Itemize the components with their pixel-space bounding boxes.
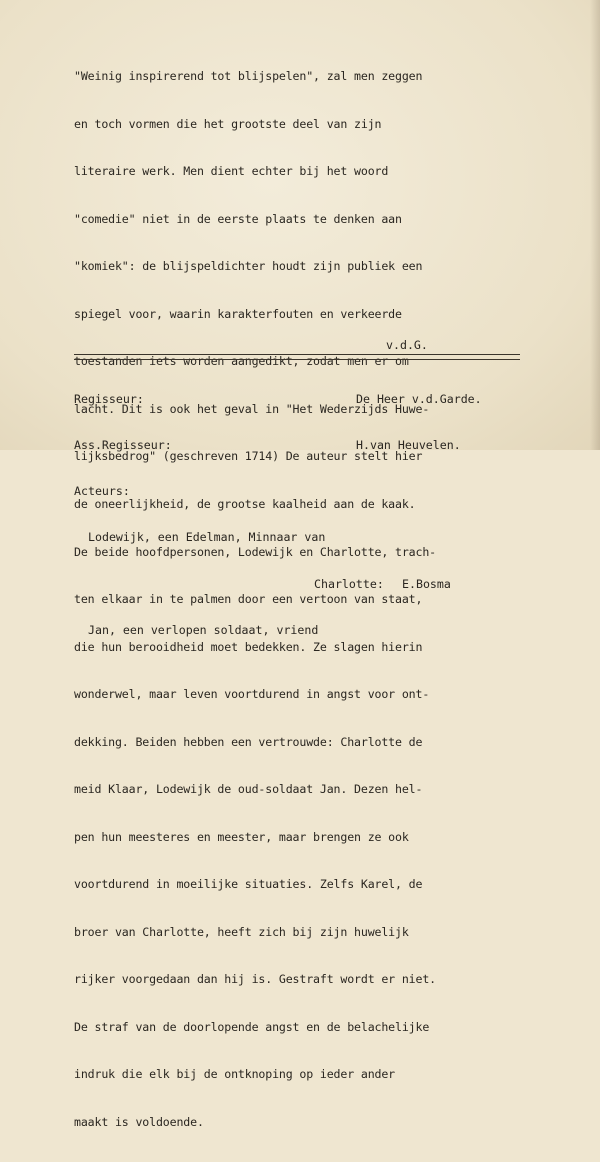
page-edge-shadow [590,0,600,450]
text-line: pen hun meesteres en meester, maar brengen ze ook [74,829,409,844]
actor1-role: Lodewijk, een Edelman, Minnaar van [88,530,326,545]
actor1-name: E.Bosma [402,576,451,591]
text-line: rijker voorgedaan dan hij is. Gestraft wordt er niet. [74,972,436,987]
assistant-name: H.van Heuvelen. [356,438,461,453]
actor-role-line [74,530,544,545]
actor1-role-cont: Charlotte: [314,576,384,591]
actor2-role: Jan, een verlopen soldaat, vriend [88,622,319,637]
actor-role-line [74,577,544,592]
credits-section [74,361,544,669]
divider-line [74,359,520,360]
text-line: literaire werk. Men dient echter bij het woord [74,164,389,179]
text-line [74,22,544,38]
text-line: spiegel voor, waarin karakterfouten en verkeerde [74,306,402,321]
text-line: broer van Charlotte, heeft zich bij zijn huwelijk [74,924,409,939]
text-line: indruk die elk bij de ontknoping op ieder ander [74,1067,396,1082]
text-line: lacht. Dit is ook het geval in "Het Wederzijds Huwe- [74,401,430,416]
text-line: ten elkaar in te palmen door een vertoon van staat, [74,592,423,607]
credit-row-assistant [74,438,544,453]
text-line: de oneerlijkheid, de grootse kaalheid aan de kaak. [74,497,416,511]
assistant-label: Ass.Regisseur: [74,438,172,453]
actors-label: Acteurs: [74,484,130,499]
text-line: toestanden iets worden aangedikt, zodat men er om [74,354,409,369]
text-line: en toch vormen die het grootste deel van zijn [74,116,382,131]
text-line: die hun berooidheid moet bedekken. Ze slagen hierin [74,639,423,654]
text-line: lijksbedrog" (geschreven 1714) De auteur stelt hier [74,449,423,464]
director-name: De Heer v.d.Garde. [356,391,482,406]
credit-row-director [74,392,544,407]
author-signature: v.d.G. [386,338,428,352]
text-line: dekking. Beiden hebben een vertrouwde: Charlotte de [74,734,423,749]
text-line: De beide hoofdpersonen, Lodewijk en Charlotte, trach- [74,544,436,559]
text-line: "comedie" niet in de eerste plaats te denken aan [74,211,402,226]
text-line: meid Klaar, Lodewijk de oud-soldaat Jan. Dezen hel- [74,782,423,797]
text-line: De straf van de doorlopende angst en de belachelijke [74,1019,430,1034]
text-line: maakt is voldoende. [74,1114,204,1129]
text-line: voortdurend in moeilijke situaties. Zelfs Karel, de [74,877,423,892]
text-line: "Weinig inspirerend tot blijspelen", zal men zeggen [74,69,423,84]
text-line: "komiek": de blijspeldichter houdt zijn publiek een [74,259,423,274]
divider-line [74,354,520,355]
director-label: Regisseur: [74,391,144,406]
credit-row-actors [74,484,544,499]
actor-role-line [74,623,544,638]
text-line: wonderwel, maar leven voortdurend in angst voor ont- [74,687,430,702]
